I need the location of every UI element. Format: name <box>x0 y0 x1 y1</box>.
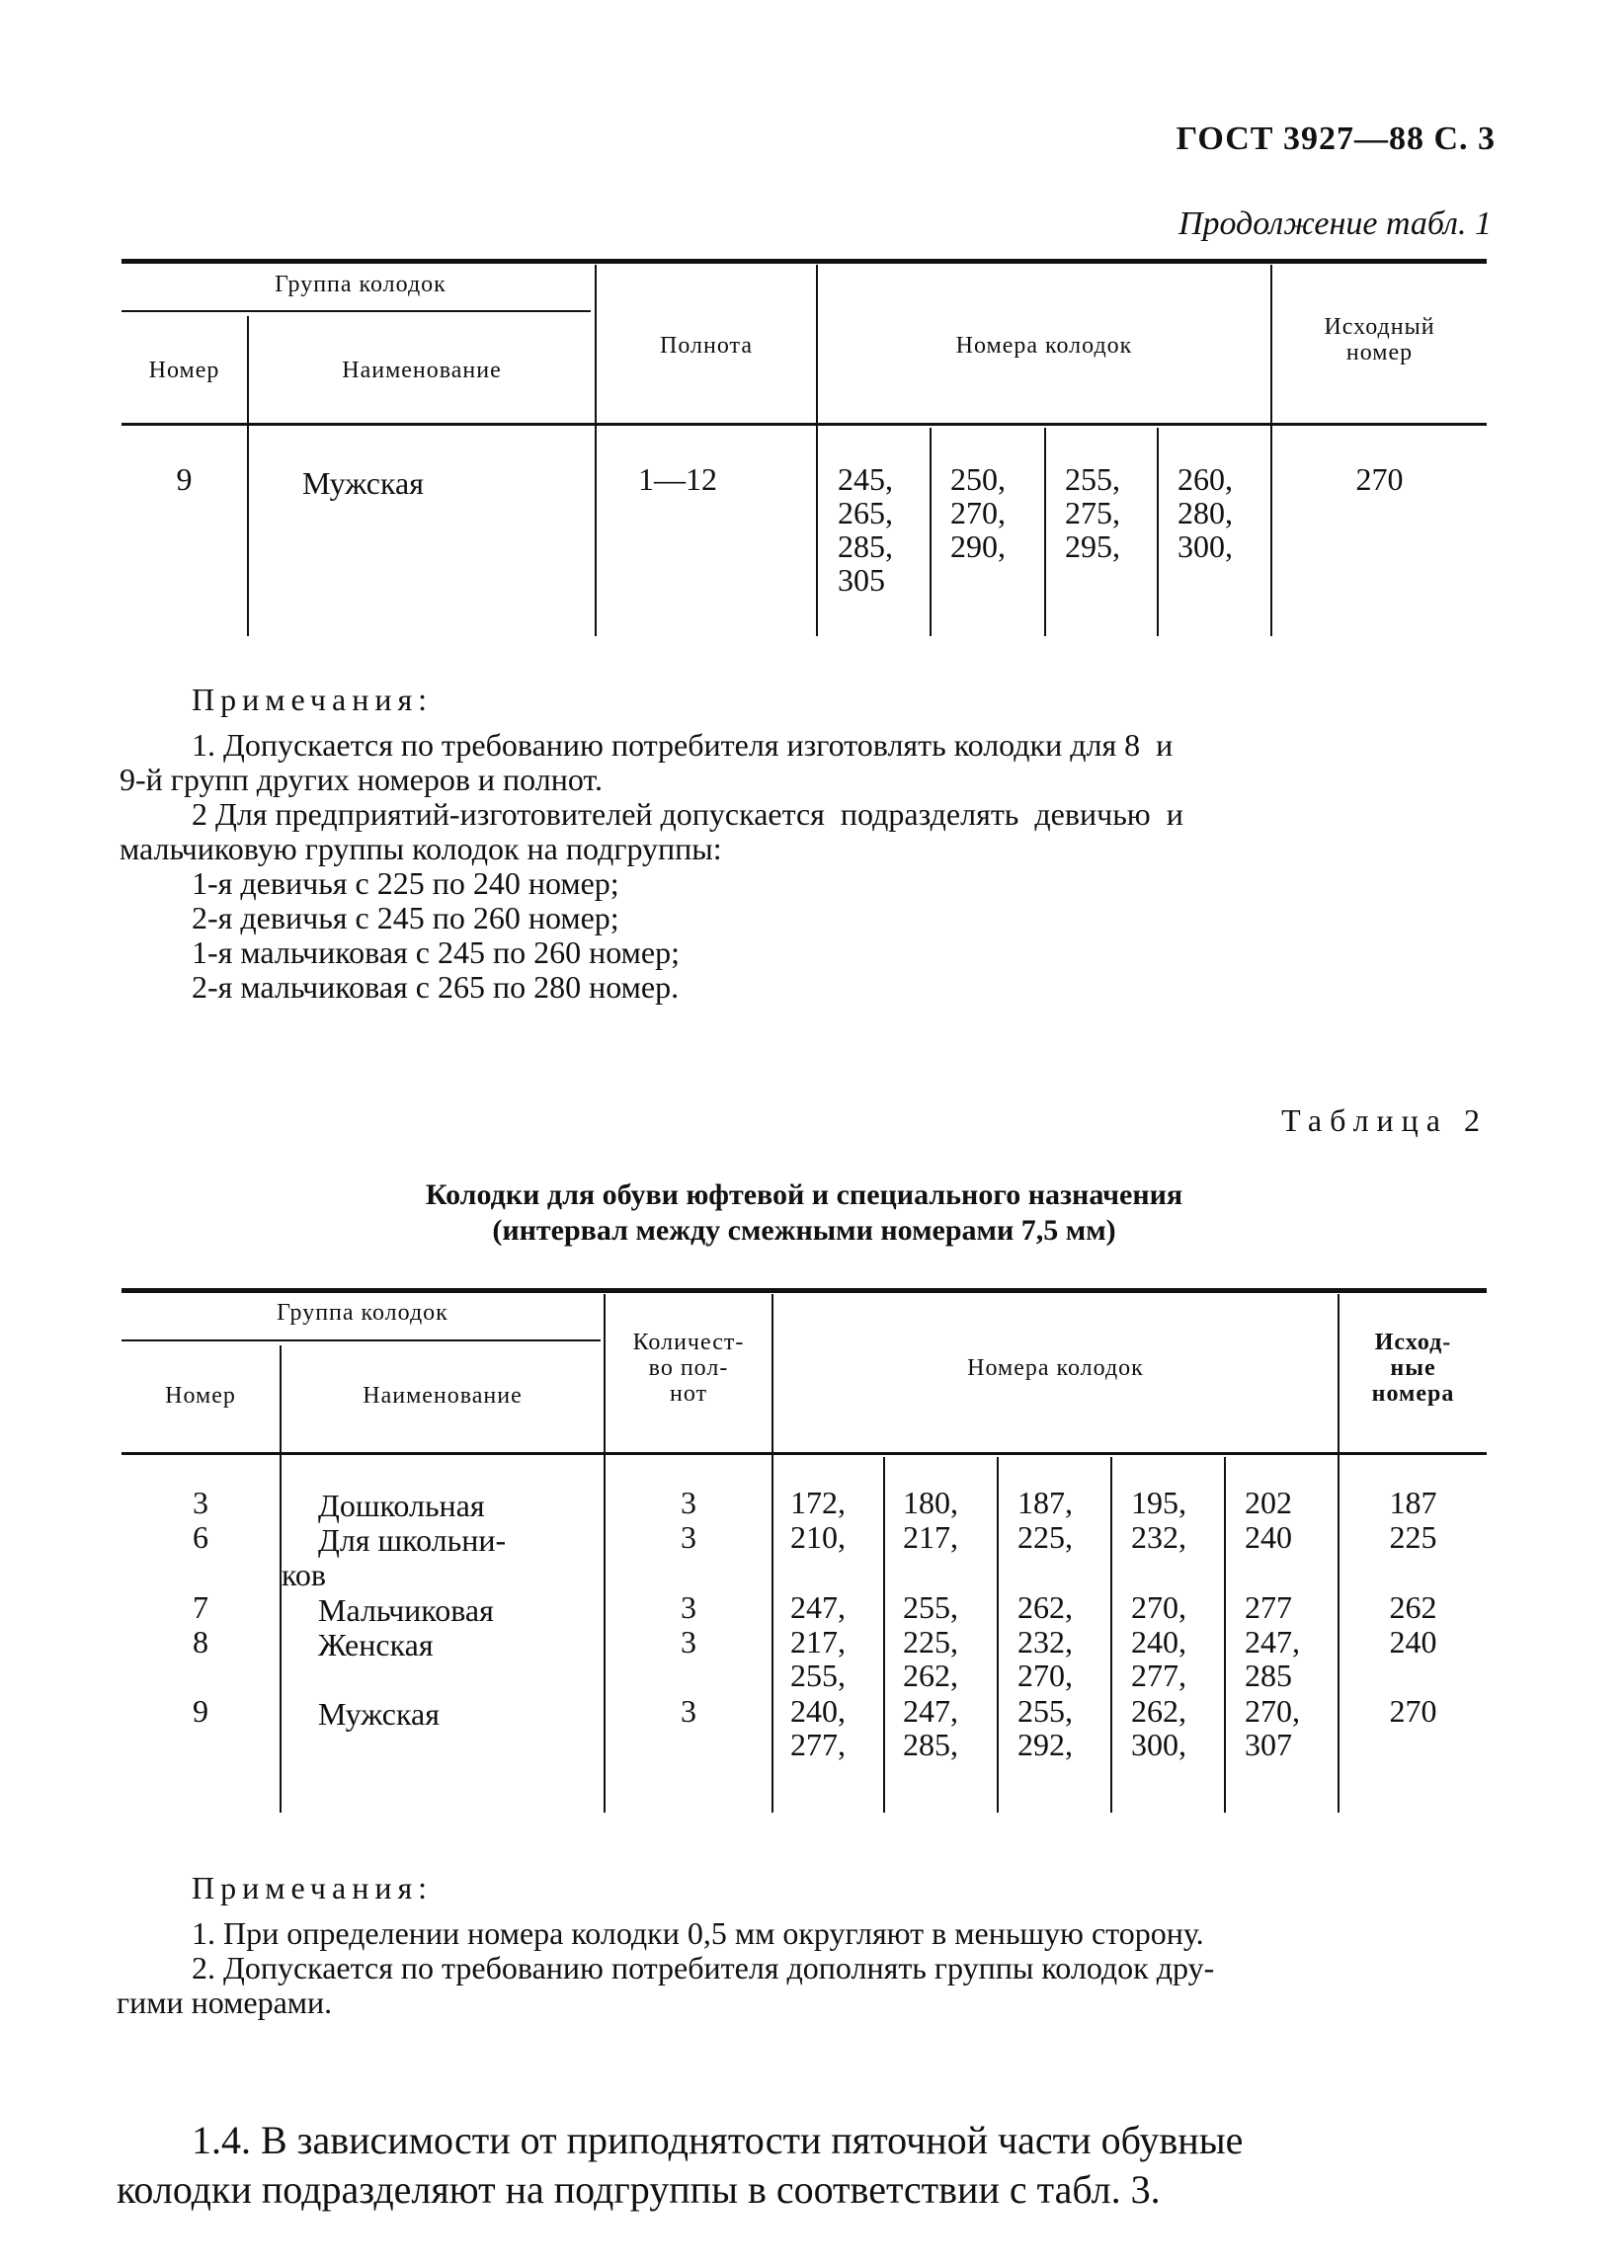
table-1-value: 275, <box>1065 495 1120 530</box>
table-1-header-group: Группа колодок <box>275 272 447 297</box>
table-1-value: 300, <box>1177 528 1233 564</box>
table-2-row-number: 7 <box>193 1589 208 1625</box>
table-1-top-border <box>122 259 1487 264</box>
table-2-value-col <box>1131 1694 1186 1761</box>
table-1-value: 255, <box>1065 461 1120 497</box>
table-2-col-sep-n2 <box>997 1457 999 1813</box>
table-2-header-count-l3: нот <box>669 1381 707 1407</box>
table-2-value: 172, <box>790 1485 846 1520</box>
table-2-value: 232, <box>1017 1624 1073 1660</box>
table-2-row-name: Дошкольная <box>318 1488 485 1523</box>
table-2-value: 270, <box>1131 1589 1186 1625</box>
table-2-header-name: Наименование <box>363 1383 523 1409</box>
table-2-value: 262, <box>1017 1589 1073 1625</box>
table-2-row-count: 3 <box>681 1693 696 1729</box>
table-2-header-count-l2: во пол- <box>648 1355 729 1381</box>
table-2-value-col <box>1017 1625 1073 1692</box>
table-2-value: 255, <box>1017 1693 1073 1729</box>
table-2-value: 195, <box>1131 1485 1186 1520</box>
notes-2-line: гими номерами. <box>117 1984 333 2020</box>
table-2-row-count: 3 <box>681 1519 696 1555</box>
table-2-value-col <box>1245 1694 1300 1761</box>
table-2-value: 277, <box>1131 1658 1186 1693</box>
page-header: ГОСТ 3927—88 С. 3 <box>1176 121 1496 157</box>
table-2-header-group: Группа колодок <box>277 1300 448 1326</box>
table-2-value: 262, <box>903 1658 958 1693</box>
table-2-value: 270, <box>1245 1693 1300 1729</box>
notes-1-line: 2-я мальчиковая с 265 по 280 номер. <box>192 969 680 1005</box>
table-2-row-name-line-2: ков <box>282 1557 327 1592</box>
table-2-value: 247, <box>1245 1624 1300 1660</box>
table-2-row-initial: 240 <box>1389 1624 1437 1660</box>
notes-1-line: 2 Для предприятий-изготовителей допускается подразделять девичью и <box>192 796 1183 832</box>
table-2-value-col <box>1245 1625 1300 1692</box>
table-2-value: 180, <box>903 1485 958 1520</box>
table-2-header-bottom <box>122 1452 1487 1455</box>
table-2-header-count <box>606 1330 771 1407</box>
table-2-value: 255, <box>903 1589 958 1625</box>
table-2-value: 240 <box>1245 1519 1292 1555</box>
table-1-group-divider <box>122 310 591 312</box>
table-1-col-sep-n1 <box>930 428 932 636</box>
notes-1-line: 1-я девичья с 225 по 240 номер; <box>192 865 619 901</box>
table-1-col-sep-n3 <box>1157 428 1159 636</box>
table-1-col-sep-name <box>595 265 597 636</box>
table-2-col-sep-n1 <box>883 1457 885 1813</box>
table-2-label: Таблица 2 <box>1281 1102 1488 1138</box>
table-1-value: 305 <box>838 562 885 598</box>
table-2-row-name: Женская <box>318 1627 434 1662</box>
table-2-value: 240, <box>790 1693 846 1729</box>
table-2-value: 300, <box>1131 1727 1186 1762</box>
table-1-row-numbers-col1 <box>838 462 893 597</box>
table-2-value: 292, <box>1017 1727 1073 1762</box>
table-1-header-initial-l1: Исходный <box>1324 314 1435 340</box>
table-2-value: 262, <box>1131 1693 1186 1729</box>
table-2-row-number: 3 <box>193 1485 208 1520</box>
table-1-value: 295, <box>1065 528 1120 564</box>
table-1-value: 285, <box>838 528 893 564</box>
table-2-group-divider <box>122 1339 601 1341</box>
table-1-value: 280, <box>1177 495 1233 530</box>
table-2-row-number: 8 <box>193 1624 208 1660</box>
table-1-header-numbers: Номера колодок <box>955 333 1133 359</box>
table-2-value: 217, <box>790 1624 846 1660</box>
table-2-header-count-l1: Количест- <box>632 1330 745 1355</box>
table-2-row-name: Мальчиковая <box>318 1592 494 1628</box>
notes-2-line: 2. Допускается по требованию потребителя дополнять группы колодок дру- <box>192 1950 1215 1985</box>
table-2-row-count: 3 <box>681 1589 696 1625</box>
table-2-value-col <box>903 1694 958 1761</box>
table-1-col-sep-n2 <box>1044 428 1046 636</box>
table-2-value: 202 <box>1245 1485 1292 1520</box>
table-2-title <box>122 1177 1487 1249</box>
table-2-value: 277, <box>790 1727 846 1762</box>
table-1-header-name: Наименование <box>342 358 502 383</box>
table-2-value: 247, <box>903 1693 958 1729</box>
table-1-value: 250, <box>950 461 1006 497</box>
table-2-header-number: Номер <box>165 1383 236 1409</box>
table-1-header-number: Номер <box>148 358 220 383</box>
table-2-row-count: 3 <box>681 1485 696 1520</box>
table-2-row-initial: 225 <box>1389 1519 1437 1555</box>
table-1-row-numbers-col4 <box>1177 462 1233 563</box>
table-2-header-numbers: Номера колодок <box>967 1355 1144 1381</box>
table-2-value-col <box>790 1694 846 1761</box>
table-2-row-initial: 262 <box>1389 1589 1437 1625</box>
table-1-value: 270, <box>950 495 1006 530</box>
table-1-row-name: Мужская <box>302 465 424 501</box>
notes-2-title: Примечания: <box>192 1870 434 1905</box>
table-2-row-name: Мужская <box>318 1696 440 1732</box>
table-2-value: 210, <box>790 1519 846 1555</box>
table-2-value-col <box>903 1625 958 1692</box>
table-2-row-initial: 187 <box>1389 1485 1437 1520</box>
table-2-row-number: 6 <box>193 1519 208 1555</box>
table-2-value: 232, <box>1131 1519 1186 1555</box>
table-1-row-numbers-col2 <box>950 462 1006 563</box>
table-1-row-initial: 270 <box>1355 461 1404 497</box>
table-2-value: 277 <box>1245 1589 1292 1625</box>
table-1-header-bottom <box>122 423 1487 426</box>
table-2-value-col <box>1017 1694 1073 1761</box>
paragraph-line-1: 1.4. В зависимости от приподнятости пяточной части обувные <box>192 2118 1244 2162</box>
table-1-col-sep-fullness <box>816 265 818 636</box>
table-1-value: 265, <box>838 495 893 530</box>
table-2-value: 255, <box>790 1658 846 1693</box>
notes-2-line: 1. При определении номера колодки 0,5 мм округляют в меньшую сторону. <box>192 1915 1204 1951</box>
table-1-value: 260, <box>1177 461 1233 497</box>
table-continuation-label: Продолжение табл. 1 <box>1177 205 1492 242</box>
notes-1-line: 1. Допускается по требованию потребителя изготовлять колодки для 8 и <box>192 727 1174 763</box>
table-2-value: 187, <box>1017 1485 1073 1520</box>
table-2-col-sep-n4 <box>1224 1457 1226 1813</box>
table-1-header-initial-l2: номер <box>1345 340 1414 365</box>
table-1-header-initial <box>1272 314 1487 365</box>
table-2-value: 307 <box>1245 1727 1292 1762</box>
table-2-row-count: 3 <box>681 1624 696 1660</box>
table-2-value: 225, <box>903 1624 958 1660</box>
table-1-header-fullness: Полнота <box>660 333 753 359</box>
notes-1-line: 9-й групп других номеров и полнот. <box>120 762 603 797</box>
table-2-header-initial <box>1340 1330 1487 1407</box>
table-1-row-numbers-col3 <box>1065 462 1120 563</box>
table-1-value: 290, <box>950 528 1006 564</box>
table-2-row-name-line-1: Для школьни- <box>318 1522 507 1558</box>
table-1-row-number: 9 <box>176 461 193 497</box>
table-2-header-initial-l2: ные <box>1390 1355 1436 1381</box>
table-2-value: 225, <box>1017 1519 1073 1555</box>
notes-1-line: 2-я девичья с 245 по 260 номер; <box>192 900 619 935</box>
notes-1-title: Примечания: <box>192 682 434 717</box>
table-2-value: 240, <box>1131 1624 1186 1660</box>
table-2-value: 247, <box>790 1589 846 1625</box>
table-2-title-line-2: (интервал между смежными номерами 7,5 мм) <box>492 1214 1116 1247</box>
table-2-row-number: 9 <box>193 1693 208 1729</box>
table-2-top-border <box>122 1288 1487 1293</box>
table-1-value: 245, <box>838 461 893 497</box>
paragraph-line-2: колодки подразделяют на подгруппы в соответствии с табл. 3. <box>117 2167 1161 2212</box>
table-2-value-col <box>790 1625 846 1692</box>
table-2-value: 217, <box>903 1519 958 1555</box>
table-2-value: 285, <box>903 1727 958 1762</box>
notes-1-line: мальчиковую группы колодок на подгруппы: <box>120 831 722 866</box>
table-2-header-initial-l1: Исход- <box>1374 1330 1452 1355</box>
table-2-value-col <box>1131 1625 1186 1692</box>
table-1-row-fullness: 1—12 <box>638 461 717 497</box>
table-2-header-initial-l3: номера <box>1371 1381 1455 1407</box>
table-2-title-line-1: Колодки для обуви юфтевой и специального назначения <box>425 1178 1183 1211</box>
table-2-col-sep-n3 <box>1110 1457 1112 1813</box>
table-2-value: 285 <box>1245 1658 1292 1693</box>
table-2-row-initial: 270 <box>1389 1693 1437 1729</box>
notes-1-line: 1-я мальчиковая с 245 по 260 номер; <box>192 934 680 970</box>
table-2-value: 270, <box>1017 1658 1073 1693</box>
